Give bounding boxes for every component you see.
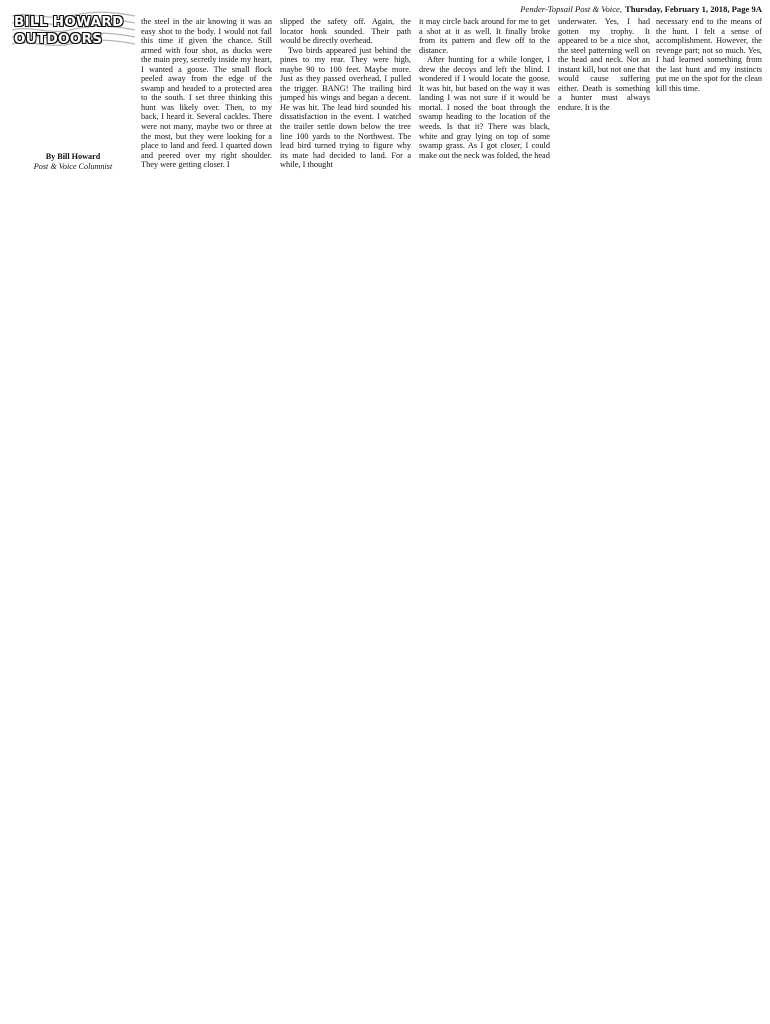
article-column-4	[419, 17, 550, 160]
article-paragraph: After hunting for a while longer, I drew the decoys and left the blind. I wondered if I would locate the goose. It was hit, but based on the way it was landing I was not sure if it would be mortal. I nosed the boat through the swamp heading to the location of the weeds. Is that it? There was black, white and gray lying on top of some swamp grass. As I got closer, I could make out the neck was folded, the head	[419, 55, 550, 160]
article-paragraph: underwater. Yes, I had gotten my trophy. It appeared to be a nice shot, the steel patterning well on the head and neck. Not an instant kill, but not one that would cause suffering either. Death is something a hunter must always endure. It is the	[558, 17, 650, 112]
column-masthead	[14, 14, 132, 50]
article-column-3	[280, 17, 411, 170]
byline-name: By Bill Howard	[45, 152, 101, 161]
article-paragraph: necessary end to the means of the hunt. I felt a sense of accomplishment. However, the revenge part; not so much. Yes, I had learned something from the last hunt and my instincts put me on the spot for the clean kill this time.	[656, 17, 762, 93]
byline	[14, 152, 132, 174]
article-column-2	[141, 17, 272, 170]
article-paragraph: slipped the safety off. Again, the locator honk sounded. Their path would be directly overhead.	[280, 17, 411, 46]
article-paragraph: Two birds appeared just behind the pines to my rear. They were high, maybe 90 to 100 feet. Maybe more. Just as they passed overhead, I pulled the trigger. BANG! The trailing bird jumped his wings and began a decent. He was hit. The lead bird sounded his dissatisfaction in the event. I watched the trailer settle down below the tree line 100 yards to the Northwest. The lead bird turned trying to figure why its mate had decided to land. For a while, I thought	[280, 45, 411, 170]
article-paragraph: it may circle back around for me to get a shot at it as well. It finally broke from its pattern and flew off to the distance.	[419, 17, 550, 55]
running-header	[420, 4, 762, 16]
article-column-6	[656, 17, 762, 93]
running-header-publication: Pender-Topsail Post & Voice,	[520, 4, 622, 14]
running-header-date: Thursday, February 1, 2018, Page 9A	[624, 4, 762, 14]
byline-role: Post & Voice Columnist	[33, 162, 113, 171]
masthead-line-1: BILL HOWARD	[14, 14, 124, 30]
article-column-5	[558, 17, 650, 112]
masthead-line-2: OUTDOORS	[14, 31, 103, 47]
article-paragraph: the steel in the air knowing it was an easy shot to the body. I would not fail this time if given the chance. Still armed with four shot, as ducks were the main prey, secretly inside my heart, I wanted a goose. The small flock peeled away from the edge of the swamp and headed to a protected area to the south. I set three thinking this hunt was likely over. Then, to my back, I heard it. Several cackles. There were not many, maybe two or three at the most, but they were looking for a place to land and feed. I quarted down and peered over my right shoulder. They were getting closer. I	[141, 17, 272, 170]
